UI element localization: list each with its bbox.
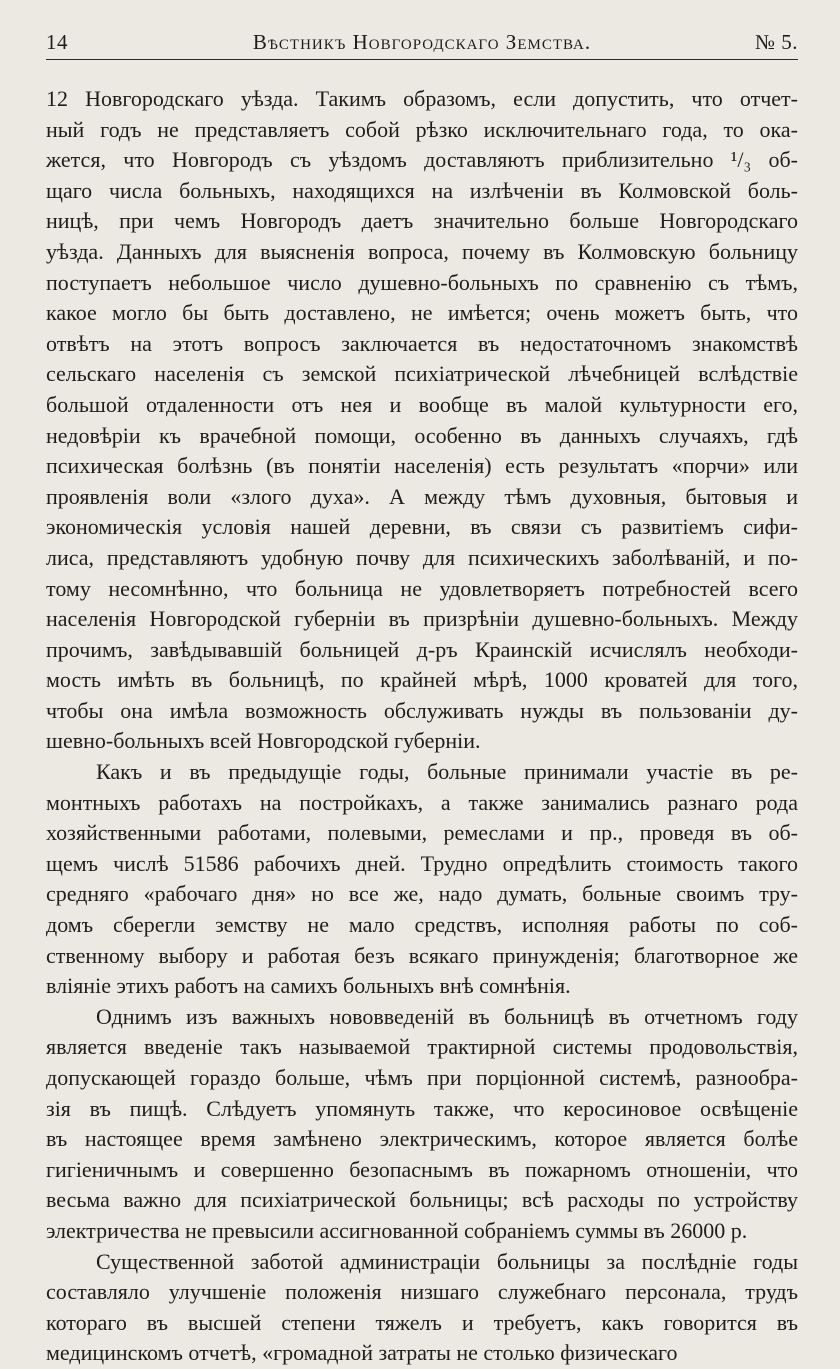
journal-title: Вѣстникъ Новгородскаго Земства. [252,30,592,54]
paragraph [46,757,798,1002]
text-line: средняго «рабочаго дня» но все же, надо думать, больные своимъ тру- [46,881,798,907]
text-line: щаго числа больныхъ, находящихся на излѣченіи въ Колмовской боль- [46,177,798,203]
text-line: щемъ числѣ 51586 рабочихъ дней. Трудно опредѣлить стоимость такого [46,850,798,876]
text-line: медицинскомъ отчетѣ, «громадной затраты не столько физическаго [46,1340,678,1366]
text-line: въ настоящее время замѣнено электрическимъ, которое является болѣе [46,1126,798,1152]
paragraph [46,84,798,757]
text-line: котораго въ высшей степени тяжелъ и требуетъ, какъ говорится въ [46,1309,798,1335]
text-line: хозяйственными работами, полевыми, ремеслами и пр., проведя въ об- [46,820,798,846]
text-line: населенія Новгородской губерніи въ призрѣніи душевно-больныхъ. Между [46,606,798,632]
text-line: Однимъ изъ важныхъ нововведеній въ больницѣ въ отчетномъ году [96,1003,798,1029]
header-rule [46,59,798,60]
text-line: уѣзда. Данныхъ для выясненія вопроса, почему въ Колмовскую больницу [46,238,798,264]
text-line: лиса, представляютъ удобную почву для психическихъ заболѣваній, и по- [46,544,798,570]
text-line: допускающей гораздо больше, чѣмъ при порціонной системѣ, разнообра- [46,1065,798,1090]
text-line: поступаетъ небольшое число душевно-больныхъ по сравненію съ тѣмъ, [46,269,798,295]
issue-number: № 5. [754,30,798,54]
text-line: психическая болѣзнь (въ понятіи населенія) есть результатъ «порчи» или [46,453,798,479]
page-number: 14 [46,30,68,54]
body-text [46,84,798,1369]
paragraph [46,1247,798,1369]
text-line: сельскаго населенія съ земской психіатрической лѣчебницей вслѣдствіе [46,361,798,387]
text-line: экономическія условія нашей деревни, въ связи съ развитіемъ сифи- [46,514,798,540]
text-line: Какъ и въ предыдущіе годы, больные принимали участіе въ ре- [96,759,798,785]
text-line: гигіеничнымъ и совершенно безопаснымъ въ пожарномъ отношеніи, что [46,1156,798,1182]
paragraph [46,1002,798,1247]
text-line: монтныхъ работахъ на постройкахъ, а также занимались разнаго рода [46,789,798,815]
text-line: мость имѣть въ больницѣ, по крайней мѣрѣ, 1000 кроватей для того, [46,667,798,693]
text-line: электричества не превысили ассигнованной собраніемъ суммы въ 26000 р. [46,1217,748,1243]
text-line: является введеніе такъ называемой трактирной системы продовольствія, [46,1034,798,1060]
text-line: жется, что Новгородъ съ уѣздомъ доставляютъ приблизительно ¹/₃ об- [46,147,798,173]
text-line: проявленія воли «злого духа». А между тѣмъ духовныя, бытовыя и [46,483,798,509]
text-line: ственному выбору и работая безъ всякаго принужденія; благотворное же [46,942,798,968]
text-line: весьма важно для психіатрической больницы; всѣ расходы по устройству [46,1187,798,1213]
text-line: тому несомнѣнно, что больница не удовлетворяетъ потребностей всего [46,575,798,601]
text-line: шевно-больныхъ всей Новгородской губерніи. [46,728,481,754]
text-line: вліяніе этихъ работъ на самихъ больныхъ внѣ сомнѣнія. [46,973,571,999]
text-line: составляло улучшеніе положенія низшаго служебнаго персонала, трудъ [46,1279,798,1305]
text-line: какое могло бы быть доставлено, не имѣется; очень можетъ быть, что [46,300,798,326]
text-line: ный годъ не представляетъ собой рѣзко исключительнаго года, то ока- [46,116,798,142]
text-line: отвѣтъ на этотъ вопросъ заключается въ недостаточномъ знакомствѣ [46,330,798,356]
text-line: Существенной заботой администраціи больницы за послѣдніе годы [96,1248,798,1274]
text-line: прочимъ, завѣдывавшій больницей д-ръ Краинскій исчислялъ необходи- [46,636,798,662]
running-header [46,30,798,60]
text-line: ницѣ, при чемъ Новгородъ даетъ значительно больше Новгородскаго [46,208,798,234]
text-line: 12 Новгородскаго уѣзда. Такимъ образомъ, если допустить, что отчет- [46,86,798,111]
text-line: зія въ пищѣ. Слѣдуетъ упомянуть также, что керосиновое освѣщеніе [46,1095,798,1121]
text-line: недовѣріи къ врачебной помощи, особенно въ данныхъ случаяхъ, гдѣ [46,422,798,448]
text-line: домъ сберегли земству не мало средствъ, исполняя работы по соб- [46,912,798,938]
text-line: чтобы она имѣла возможность обслуживать нужды въ пользованіи ду- [46,697,798,723]
text-line: большой отдаленности отъ нея и вообще въ малой культурности его, [46,391,798,417]
